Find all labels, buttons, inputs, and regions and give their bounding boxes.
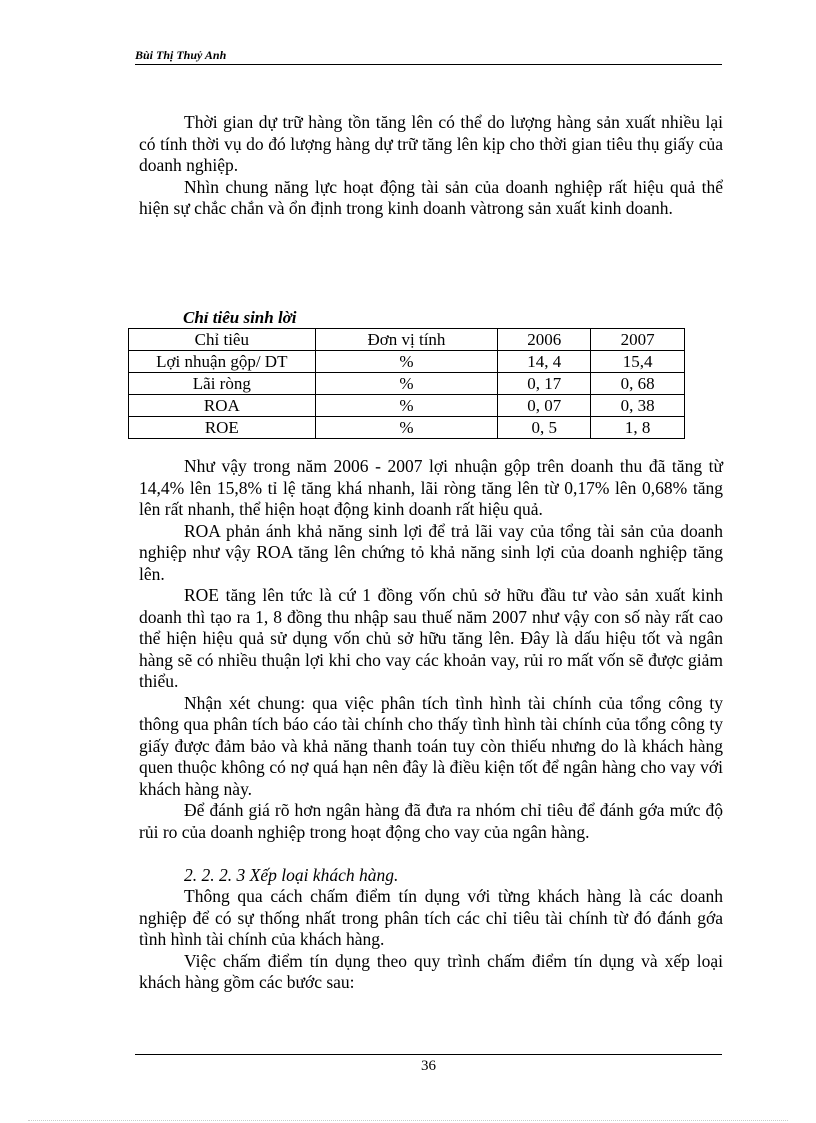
profitability-table [128, 328, 685, 439]
table-cell: 1, 8 [591, 417, 685, 439]
table-row [129, 373, 685, 395]
paragraph: Nhận xét chung: qua việc phân tích tình hình tài chính của tổng công ty thông qua phân tích báo cáo tài chính cho thấy tình hình tài chính của tổng công ty giấy được đảm bảo và khả năng thanh toán tuy còn thiếu nhưng do là khách hàng quen thuộc không có nợ quá hạn nên đây là điều kiện tốt để ngân hàng cho vay với khách hàng này. [139, 692, 723, 799]
table-cell: % [315, 373, 498, 395]
paragraph: ROE tăng lên tức là cứ 1 đồng vốn chủ sở hữu đầu tư vào sản xuất kinh doanh thì tạo ra 1, 8 đồng thu nhập sau thuế năm 2007 như vậy con số này rất cao thể hiện hiệu quả sử dụng vốn chủ sở hữu tăng lên. Đây là dấu hiệu tốt và ngân hàng sẽ có nhiều thuận lợi khi cho vay các khoản vay, rủi ro mất vốn sẽ được giảm thiểu. [139, 585, 723, 691]
table-header-row [129, 329, 685, 351]
analysis-section [139, 456, 723, 994]
table-cell: 15,4 [591, 351, 685, 373]
section-heading: 2. 2. 2. 3 Xếp loại khách hàng. [184, 864, 399, 885]
table-cell: 0, 68 [591, 373, 685, 395]
paragraph: Việc chấm điểm tín dụng theo quy trình chấm điểm tín dụng và xếp loại khách hàng gồm các bước sau: [139, 950, 723, 992]
paragraph: Thông qua cách chấm điểm tín dụng với từng khách hàng là các doanh nghiệp để có sự thống nhất trong phân tích các chỉ tiêu tài chính từ đó đánh gớa tình hình tài chính của khách hàng. [139, 886, 723, 949]
table-cell: ROE [129, 417, 316, 439]
paragraph: Để đánh giá rõ hơn ngân hàng đã đưa ra nhóm chỉ tiêu để đánh gớa mức độ rủi ro của doanh nghiệp trong hoạt động cho vay của ngân hàng. [139, 800, 723, 842]
table-row [129, 417, 685, 439]
paragraph: Nhìn chung năng lực hoạt động tài sản của doanh nghiệp rất hiệu quả thể hiện sự chắc chắn và ổn định trong kinh doanh vàtrong sản xuất kinh doanh. [139, 176, 723, 218]
table-cell: Lãi ròng [129, 373, 316, 395]
table-cell: % [315, 417, 498, 439]
table-cell: 14, 4 [498, 351, 591, 373]
table-cell: ROA [129, 395, 316, 417]
intro-section [139, 112, 723, 220]
page-bottom-border [28, 1120, 788, 1121]
paragraph: ROA phản ánh khả năng sinh lợi để trả lãi vay của tổng tài sản của doanh nghiệp như vậy ROA tăng lên chứng tỏ khả năng sinh lợi của doanh nghiệp tăng lên. [139, 520, 723, 584]
table-header-cell: 2007 [591, 329, 685, 351]
table-cell: 0, 07 [498, 395, 591, 417]
table-cell: 0, 17 [498, 373, 591, 395]
table-row [129, 351, 685, 373]
paragraph: Thời gian dự trữ hàng tồn tăng lên có thể do lượng hàng sản xuất nhiều lại có tính thời vụ do đó lượng hàng dự trữ tăng lên kịp cho thời gian tiêu thụ giấy của doanh nghiệp. [139, 112, 723, 175]
table-cell: 0, 5 [498, 417, 591, 439]
table-title: Chỉ tiêu sinh lời [183, 308, 297, 327]
page-header-author: Bùi Thị Thuỷ Anh [135, 48, 722, 65]
table-cell: % [315, 395, 498, 417]
table-cell: 0, 38 [591, 395, 685, 417]
table-cell: % [315, 351, 498, 373]
footer-divider [135, 1054, 722, 1055]
table-header-cell: 2006 [498, 329, 591, 351]
table-header-cell: Chỉ tiêu [129, 329, 316, 351]
table-row [129, 395, 685, 417]
table-header-cell: Đơn vị tính [315, 329, 498, 351]
page-number: 36 [421, 1058, 436, 1074]
table-cell: Lợi nhuận gộp/ DT [129, 351, 316, 373]
paragraph: Như vậy trong năm 2006 - 2007 lợi nhuận gộp trên doanh thu đã tăng từ 14,4% lên 15,8% tỉ lệ tăng khá nhanh, lãi ròng tăng lên từ 0,17% lên 0,68% tăng lên rất nhanh, thể hiện hoạt động kinh doanh rất hiệu quả. [139, 456, 723, 519]
